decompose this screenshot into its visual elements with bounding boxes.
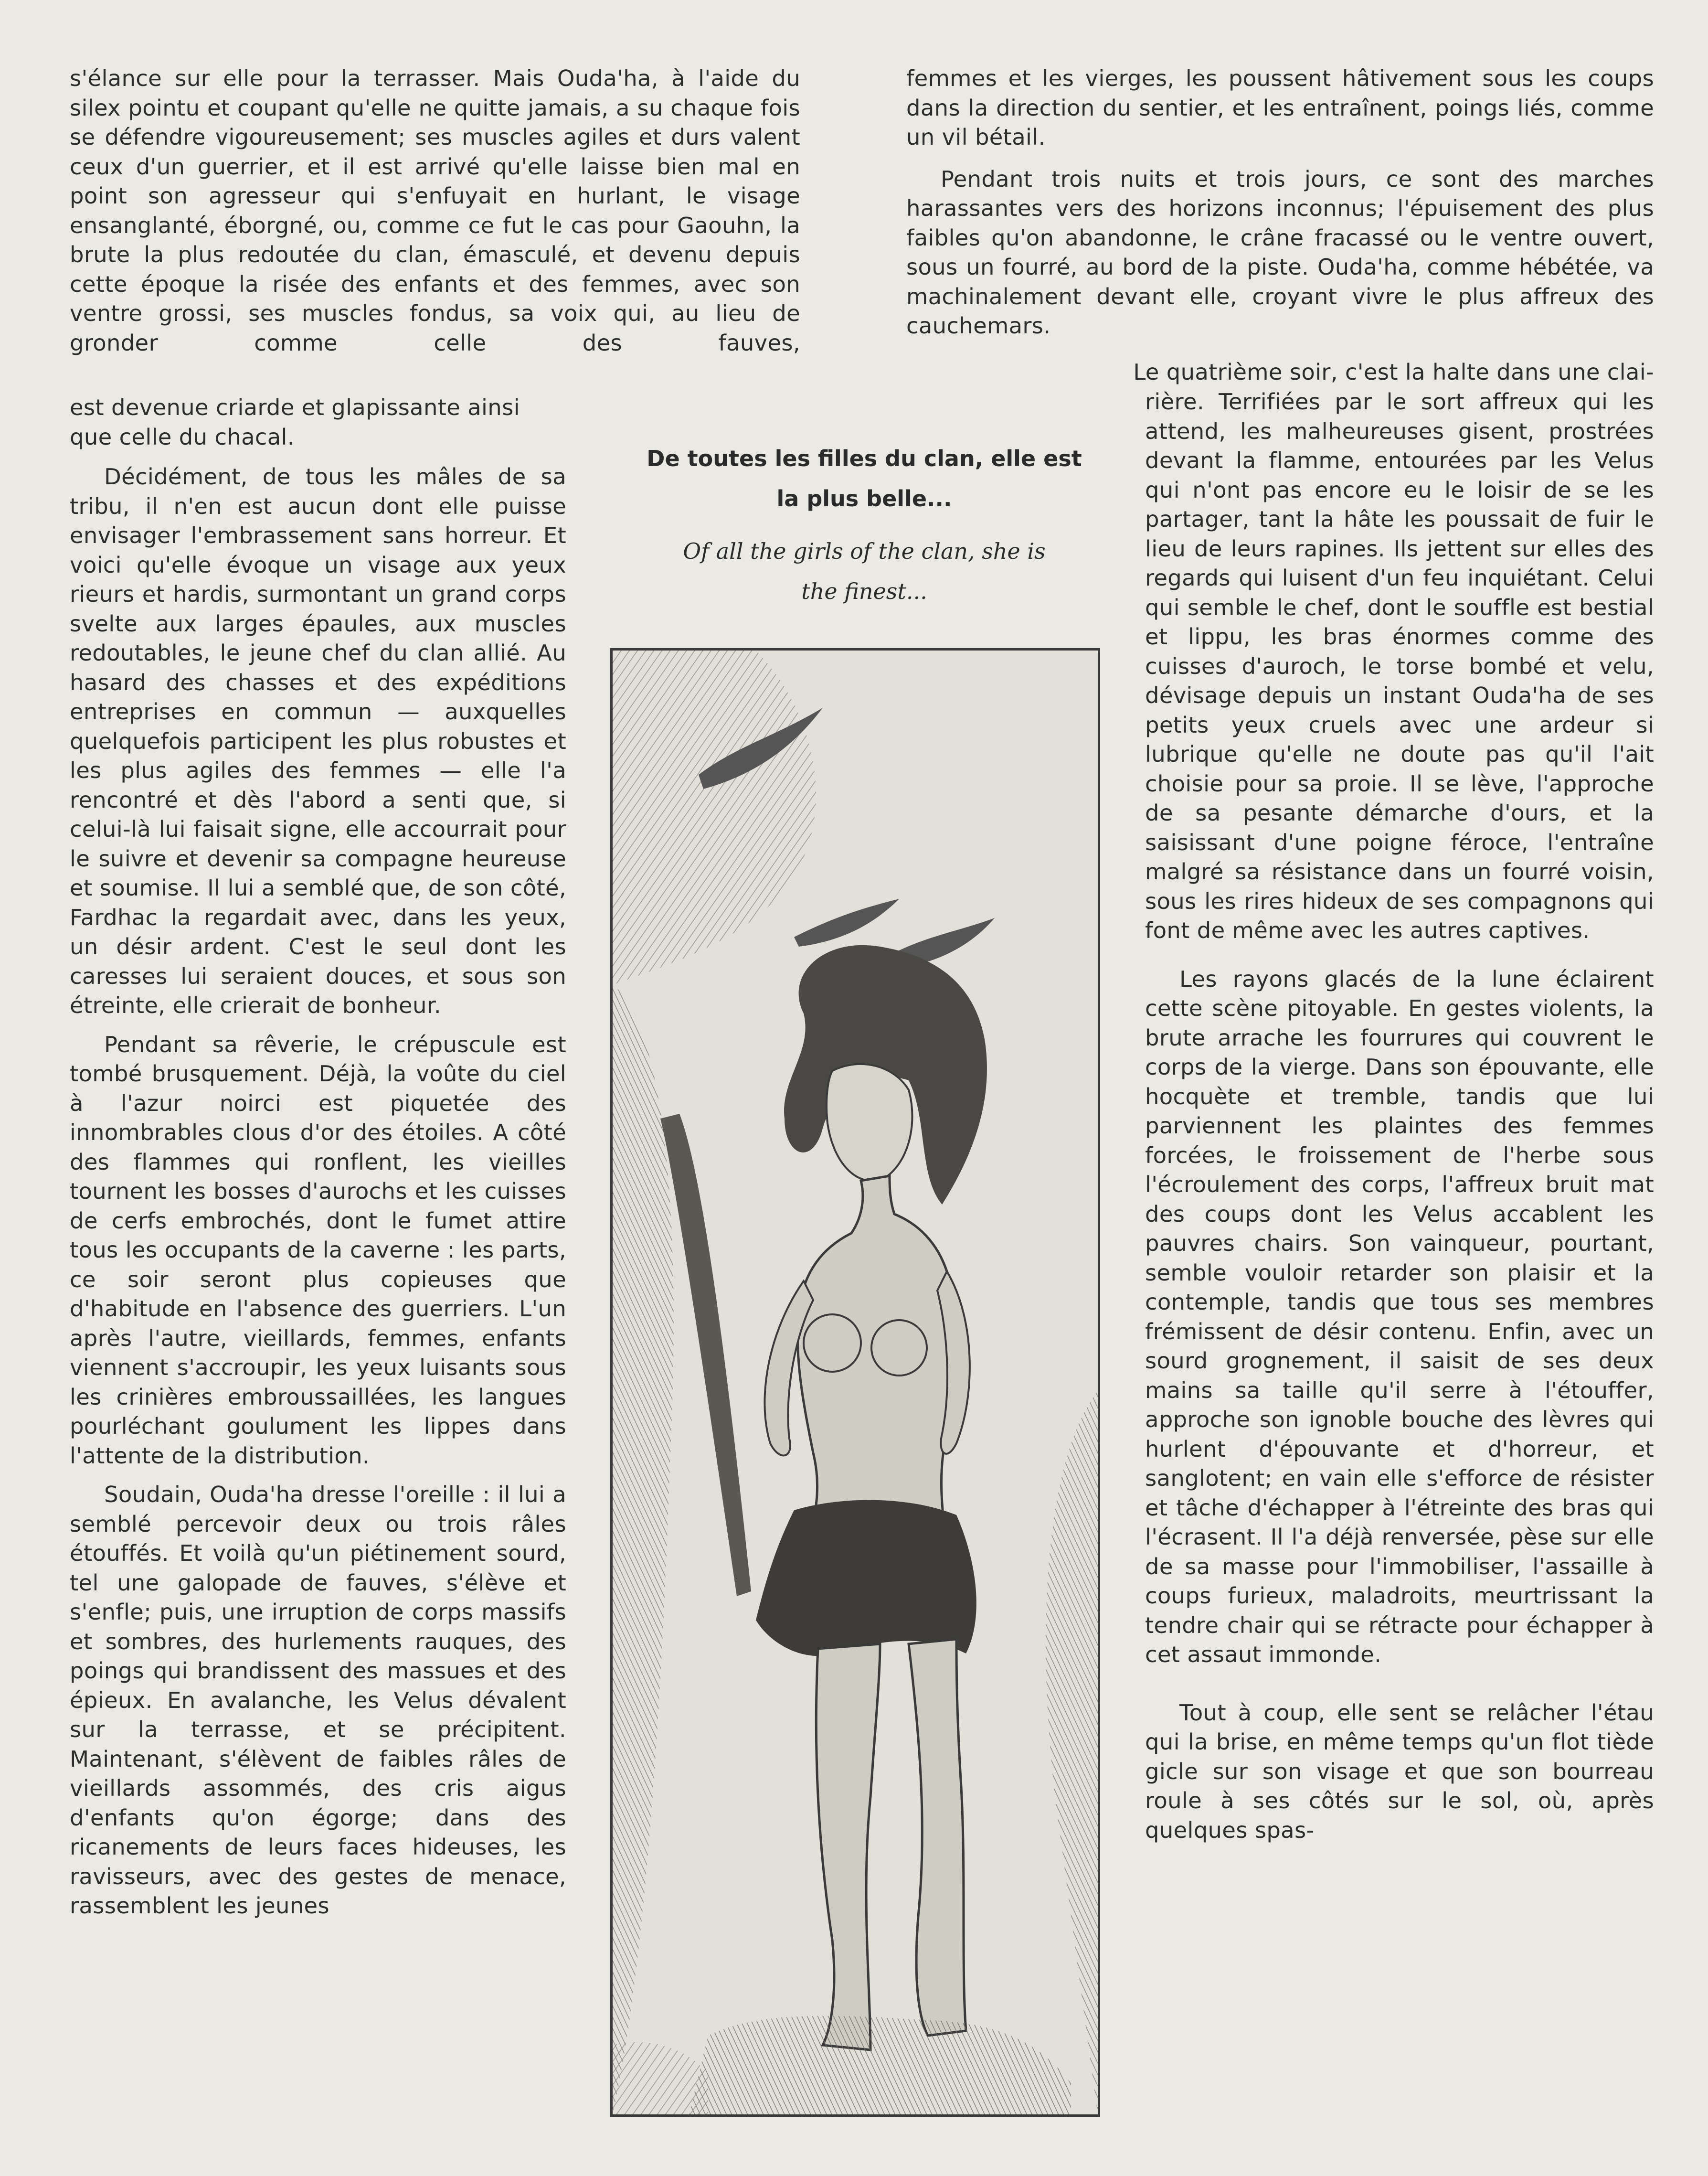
caption-english [616,531,1113,611]
left-column-narrow [70,462,566,1921]
right-column-narrow [1145,387,1654,1845]
paragraph-quatrieme-head: Le quatrième soir, c'est la halte dans une clai- [1133,359,1654,385]
paragraph-decidement: Décidément, de tous les mâles de sa tribu, il n'en est aucun dont elle puisse envisager l'embrassement sans horreur. Et voici qu'elle évoque un visage aux yeux rieurs et hardis, surmontant un grand corps svelte aux larges épaules, aux muscles redoutables, le jeune chef du clan allié. Au hasard des chasses et des expéditions entreprises en commun — auxquelles quelquefois participent les plus robustes et les plus agiles des femmes — elle l'a rencontré et dès l'abord a senti que, si celui-là lui faisait signe, elle accourrait pour le suivre et devenir sa compagne heureuse et soumise. Il lui a semblé que, de son côté, Fardhac la regardait avec, dans les yeux, un désir ardent. C'est le seul dont les caresses lui seraient douces, et sous son étreinte, elle crierait de bonheur. [70,464,566,1018]
caption-french-line1: De toutes les filles du clan, elle est [647,446,1082,471]
cavewoman-drawing [613,651,1098,2114]
paragraph-opening-tail: est devenue criarde et glapissante ainsi que celle du chacal. [70,395,520,450]
paragraph-tout-a-coup: Tout à coup, elle sent se relâcher l'étau qui la brise, en même temps qu'un flot tiède gicle sur son visage et que son bourreau roule à ses côtés sur le sol, où, après quelques spas- [1145,1699,1654,1843]
paragraph-nuits: Pendant trois nuits et trois jours, ce sont des marches harassantes vers des horizons inconnus; l'épuisement des plus faibles qu'on abandonne, le crâne fracassé ou le ventre ouvert, sous un fourré, au bord de la piste. Ouda'ha, comme hébétée, va machinalement devant elle, croyant vivre le plus affreux des cauchemars. [906,166,1654,339]
left-column-top [70,64,800,358]
paragraph-femmes: femmes et les vierges, les poussent hâtivement sous les coups dans la direction du sentier, et les entraînent, poings liés, comme un vil bétail. [906,65,1654,150]
caption-french [616,438,1113,519]
paragraph-soudain: Soudain, Ouda'ha dresse l'oreille : il lui a semblé percevoir deux ou trois râles étouffés. Et voilà qu'un piétinement sourd, tel une galopade de fauves, s'élève et s'enfle; puis, une irruption de corps massifs et sombres, des hurlements rauques, des poings qui brandissent des massues et des épieux. En avalanche, les Velus dévalent sur la terrasse, et se précipitent. Maintenant, s'élèvent de faibles râles de vieillards assommés, des cris aigus d'enfants qu'on égorge; dans des ricanements de leurs faces hideuses, les ravisseurs, avec des gestes de menace, rassemblent les jeunes [70,1482,566,1919]
paragraph-reverie: Pendant sa rêverie, le crépuscule est tombé brusquement. Déjà, la voûte du ciel à l'azur noirci est piquetée des innombrables clous d'or des étoiles. A côté des flammes qui ronflent, les vieilles tournent les bosses d'aurochs et les cuisses de cerfs embrochés, dont le fumet attire tous les occupants de la caverne : les parts, ce soir seront plus copieuses que d'habitude en l'absence des guerriers. L'un après l'autre, vieillards, femmes, enfants viennent s'accroupir, les yeux luisants sous les crinières embroussaillées, les langues pourléchant goulument les lippes dans l'attente de la distribution. [70,1031,566,1469]
right-column-quatrieme-head [974,358,1654,387]
caption-french-line2: la plus belle... [776,486,952,512]
caption-english-line1: Of all the girls of the clan, she is [683,538,1046,564]
paragraph-opening: s'élance sur elle pour la terrasser. Mais Ouda'ha, à l'aide du silex pointu et coupant qu'elle ne quitte jamais, a su chaque fois se défendre vigoureusement; ses muscles agiles et durs valent ceux d'un guerrier, et il est arrivé qu'elle laisse bien mal en point son agresseur qui s'enfuyait en hurlant, le visage ensanglanté, éborgné, ou, comme ce fut le cas pour Gaouhn, la brute la plus redoutée du clan, émasculé, et devenu depuis cette époque la risée des enfants et des femmes, avec son ventre grossi, ses muscles fondus, sa voix qui, au lieu de gronder comme celle des fauves, [70,65,800,356]
right-column-top [906,64,1654,341]
paragraph-quatrieme-body: rière. Terrifiées par le sort affreux qui les attend, les malheureuses gisent, prostrées devant la flamme, entourées par les Velus qui n'ont pas encore eu le loisir de se les partager, tant la hâte les poussait de fuir le lieu de leurs rapines. Ils jettent sur elles des regards qui luisent d'un feu inquiétant. Celui qui semble le chef, dont le souffle est bestial et lippu, les bras énormes comme des cuisses d'auroch, le torse bombé et velu, dévisage depuis un instant Ouda'ha de ses petits yeux cruels avec une ardeur si lubrique qu'elle ne doute pas qu'il l'ait choisie pour sa proie. Il se lève, l'approche de sa pesante démarche d'ours, et la saisissant d'une poigne féroce, l'entraîne malgré sa résistance dans un fourré voisin, sous les rires hideux de ses compagnons qui font de même avec les autres captives. [1145,389,1654,943]
left-column-top-tail [70,393,566,452]
paragraph-rayons: Les rayons glacés de la lune éclairent cette scène pitoyable. En gestes violents, la brute arrache les fourrures qui couvrent le corps de la vierge. Dans son épouvante, elle hocquète et tremble, tandis que lui parviennent les plaintes des femmes forcées, le froissement de l'herbe sous l'écroulement des corps, l'affreux bruit mat des coups dont les Velus accablent les pauvres chairs. Son vainqueur, pourtant, semble vouloir retarder son plaisir et la contemple, tandis que tous ses membres frémissent de désir contenu. Enfin, avec un sourd grognement, il saisit de ses deux mains sa taille qu'il serre à l'étouffer, approche son ignoble bouche des lèvres qui hurlent d'épouvante et d'horreur, et sanglotent; en vain elle s'efforce de résister et tâche d'échapper à l'étreinte des bras qui l'écrasent. Il l'a déjà renversée, pèse sur elle de sa masse pour l'immobiliser, l'assaille à coups furieux, maladroits, meurtrissant la tendre chair qui se rétracte pour échapper à cet assaut immonde. [1145,966,1654,1667]
caption-english-line2: the finest... [801,578,927,604]
illustration-cavewoman [610,648,1100,2117]
